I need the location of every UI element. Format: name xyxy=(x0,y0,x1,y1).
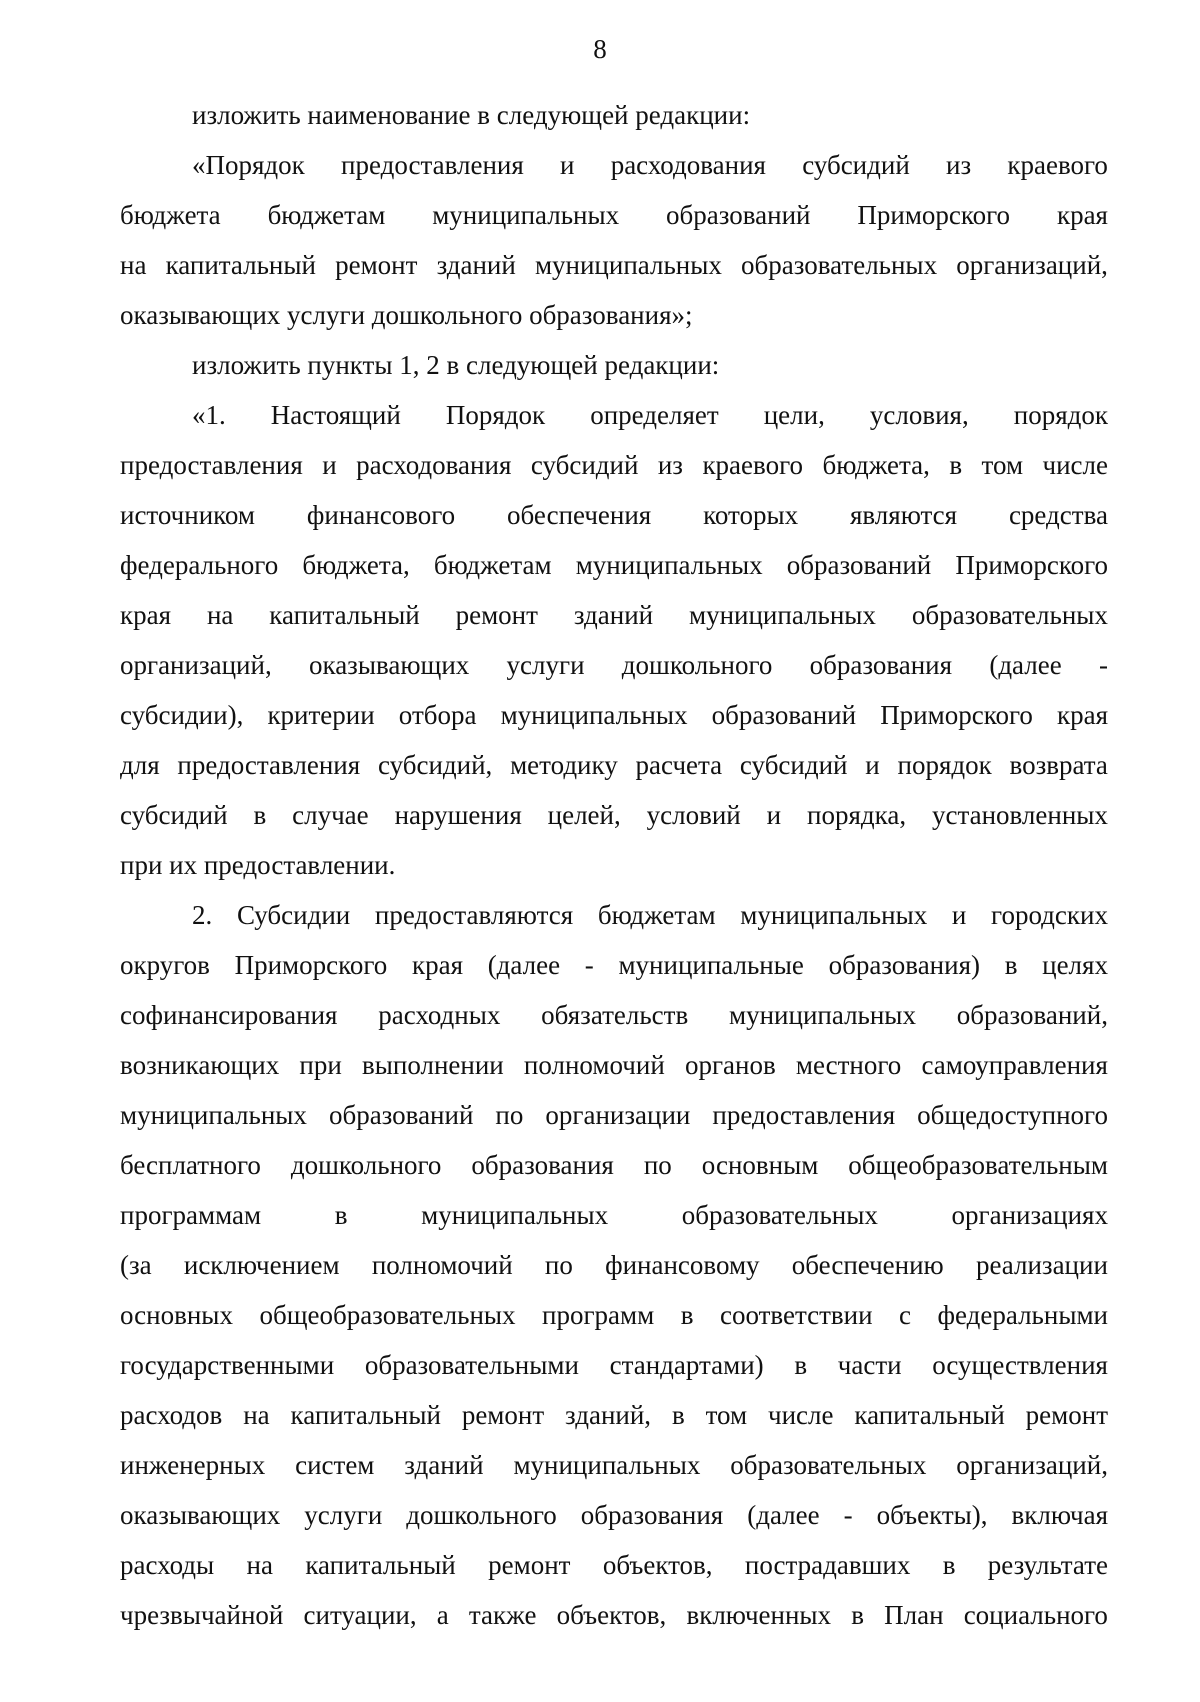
word: - xyxy=(584,950,594,980)
word: капитальный xyxy=(165,250,316,280)
word: края xyxy=(1056,200,1108,230)
word: а xyxy=(436,1600,449,1630)
text-line xyxy=(120,990,1108,1040)
word: государственными xyxy=(120,1350,335,1380)
text-line xyxy=(120,940,1108,990)
word: в xyxy=(851,1600,864,1630)
word: образований xyxy=(786,550,932,580)
word: с xyxy=(899,1300,912,1330)
word: условий xyxy=(646,800,741,830)
word: самоуправления xyxy=(921,1050,1108,1080)
word: бюджета, xyxy=(302,550,410,580)
text-line xyxy=(120,1490,1108,1540)
word: оказывающих xyxy=(120,1500,281,1530)
word: зданий, xyxy=(565,1400,652,1430)
word: общеобразовательным xyxy=(848,1150,1108,1180)
word: полномочий xyxy=(523,1050,665,1080)
word: и xyxy=(951,900,967,930)
text-line xyxy=(120,440,1108,490)
word: возникающих xyxy=(120,1050,280,1080)
text-line xyxy=(120,390,1108,440)
word: субсидий xyxy=(530,450,639,480)
word: расходования xyxy=(356,450,512,480)
word: капитальный xyxy=(269,600,420,630)
word: обеспечения xyxy=(507,500,652,530)
word: муниципальных xyxy=(689,600,876,630)
text-line xyxy=(120,590,1108,640)
word: и xyxy=(560,150,575,180)
word: общеобразовательных xyxy=(259,1300,516,1330)
text-line xyxy=(120,190,1108,240)
word: на xyxy=(206,600,234,630)
word: бесплатного xyxy=(120,1150,261,1180)
word: зданий xyxy=(404,1450,484,1480)
word: образовательных xyxy=(681,1200,878,1230)
word: полномочий xyxy=(371,1250,513,1280)
text-line xyxy=(120,540,1108,590)
word: образовательных xyxy=(741,250,938,280)
word: местного xyxy=(795,1050,902,1080)
word: Приморского xyxy=(857,200,1011,230)
word: расходования xyxy=(610,150,766,180)
word: в xyxy=(680,1300,694,1330)
word: бюджетам xyxy=(267,200,386,230)
text-line xyxy=(120,1190,1108,1240)
word: основных xyxy=(120,1300,233,1330)
word: ремонт xyxy=(488,1550,571,1580)
word: установленных xyxy=(931,800,1108,830)
word: финансовому xyxy=(605,1250,760,1280)
word: отбора xyxy=(398,700,477,730)
word: образования xyxy=(471,1150,614,1180)
word: критерии xyxy=(267,700,375,730)
word: образовательных xyxy=(730,1450,927,1480)
word: организаций, xyxy=(956,250,1108,280)
word: порядок xyxy=(897,750,992,780)
word: субсидий xyxy=(739,750,848,780)
word: муниципальных xyxy=(740,900,928,930)
word: Настоящий xyxy=(270,400,401,430)
text-line xyxy=(120,1440,1108,1490)
word: Порядок xyxy=(445,400,546,430)
text-line xyxy=(120,1040,1108,1090)
word: соответствии xyxy=(719,1300,873,1330)
word: зданий xyxy=(573,600,654,630)
text-line xyxy=(120,1590,1108,1640)
word: ремонт xyxy=(461,1400,545,1430)
word: муниципальных xyxy=(729,1000,916,1030)
word: реализации xyxy=(975,1250,1108,1280)
word: округов xyxy=(120,950,210,980)
word: предоставления xyxy=(712,1100,896,1130)
word: цели, xyxy=(763,400,825,430)
word: целей, xyxy=(547,800,621,830)
word: федерального xyxy=(120,550,279,580)
word: План xyxy=(884,1600,944,1630)
word: которых xyxy=(703,500,799,530)
word: образовательных xyxy=(911,600,1108,630)
text-line xyxy=(120,490,1108,540)
word: организаций, xyxy=(956,1450,1108,1480)
word: в xyxy=(794,1350,808,1380)
word: муниципальных xyxy=(120,1100,307,1130)
word: стандартами) xyxy=(609,1350,764,1380)
word: - xyxy=(843,1500,853,1530)
word: являются xyxy=(849,500,958,530)
word: (далее xyxy=(989,650,1062,680)
word: расходы xyxy=(120,1550,215,1580)
word: муниципальные xyxy=(618,950,804,980)
word: нарушения xyxy=(394,800,522,830)
word: муниципальных xyxy=(534,250,722,280)
word: муниципальных xyxy=(575,550,763,580)
word: основным xyxy=(701,1150,819,1180)
word: капитальный xyxy=(305,1550,456,1580)
word: образования) xyxy=(828,950,980,980)
word: образований xyxy=(666,200,811,230)
word: софинансирования xyxy=(120,1000,338,1030)
word: финансового xyxy=(306,500,456,530)
word: и xyxy=(322,450,337,480)
word: объекты), xyxy=(876,1500,988,1530)
word: ремонт xyxy=(1025,1400,1108,1430)
text-line xyxy=(120,1540,1108,1590)
word: (за xyxy=(120,1250,152,1280)
word: систем xyxy=(295,1450,375,1480)
text-line xyxy=(120,140,1108,190)
word: образования xyxy=(809,650,953,680)
word: части xyxy=(837,1350,902,1380)
word: источником xyxy=(120,500,255,530)
word: органов xyxy=(684,1050,776,1080)
word: по xyxy=(495,1100,524,1130)
word: федеральными xyxy=(937,1300,1108,1330)
word: муниципальных xyxy=(500,700,688,730)
text-line xyxy=(120,690,1108,740)
word: том xyxy=(981,450,1024,480)
text-line xyxy=(120,890,1108,940)
word: ремонт xyxy=(455,600,538,630)
word: бюджета, xyxy=(822,450,930,480)
word: края xyxy=(120,600,172,630)
text-line xyxy=(120,1240,1108,1290)
word: и xyxy=(865,750,880,780)
word: капитальный xyxy=(854,1400,1005,1430)
word: краевого xyxy=(1007,150,1108,180)
word: из xyxy=(657,450,683,480)
word: субсидий, xyxy=(377,750,493,780)
word: условия, xyxy=(869,400,969,430)
word: случае xyxy=(292,800,369,830)
word: услуги xyxy=(506,650,585,680)
word: расчета xyxy=(635,750,723,780)
word: образований xyxy=(328,1100,474,1130)
word: организациях xyxy=(951,1200,1108,1230)
word: и xyxy=(766,800,782,830)
word: пострадавших xyxy=(744,1550,911,1580)
word: субсидии), xyxy=(120,700,244,730)
word: из xyxy=(946,150,972,180)
word: муниципальных xyxy=(513,1450,701,1480)
word: предоставления xyxy=(120,450,303,480)
word: организации xyxy=(545,1100,691,1130)
word: обязательств xyxy=(541,1000,689,1030)
word: образования xyxy=(580,1500,724,1530)
word: образований xyxy=(711,700,857,730)
word: том xyxy=(705,1400,748,1430)
word: инженерных xyxy=(120,1450,266,1480)
word: включая xyxy=(1011,1500,1108,1530)
word: бюджетам xyxy=(597,900,716,930)
word: предоставляются xyxy=(374,900,574,930)
word: определяет xyxy=(590,400,719,430)
word: в xyxy=(334,1200,348,1230)
word: - xyxy=(1099,650,1108,680)
word: также xyxy=(468,1600,537,1630)
word: расходов xyxy=(120,1400,223,1430)
word: расходных xyxy=(378,1000,501,1030)
word: на xyxy=(120,250,147,280)
word: объектов, xyxy=(602,1550,713,1580)
word: зданий xyxy=(436,250,516,280)
word: края xyxy=(411,950,463,980)
text-line xyxy=(120,740,1108,790)
word: в xyxy=(949,450,963,480)
word: чрезвычайной xyxy=(120,1600,284,1630)
text-line xyxy=(120,1290,1108,1340)
word: края xyxy=(1056,700,1108,730)
word: по xyxy=(643,1150,672,1180)
word: предоставления xyxy=(177,750,361,780)
word: муниципальных xyxy=(432,200,620,230)
word: организаций, xyxy=(120,650,272,680)
word: ремонт xyxy=(335,250,418,280)
word: возврата xyxy=(1009,750,1108,780)
word: в xyxy=(671,1400,685,1430)
word: на xyxy=(246,1550,273,1580)
text-line xyxy=(120,1140,1108,1190)
text-line xyxy=(120,1390,1108,1440)
word: программ xyxy=(542,1300,655,1330)
text-line: изложить наименование в следующей редакции: xyxy=(192,100,751,130)
page-number: 8 xyxy=(593,34,607,64)
word: «Порядок xyxy=(192,150,305,180)
word: образовательными xyxy=(364,1350,579,1380)
word: дошкольного xyxy=(290,1150,442,1180)
text-line: изложить пункты 1, 2 в следующей редакции: xyxy=(192,350,720,380)
word: дошкольного xyxy=(621,650,773,680)
word: осуществления xyxy=(932,1350,1108,1380)
word: образований, xyxy=(956,1000,1108,1030)
word: в xyxy=(942,1550,956,1580)
word: целях xyxy=(1042,950,1108,980)
word: при xyxy=(299,1050,342,1080)
word: числе xyxy=(767,1400,834,1430)
word: методику xyxy=(510,750,618,780)
text-line: оказывающих услуги дошкольного образования»; xyxy=(120,300,693,330)
word: средства xyxy=(1008,500,1108,530)
word: для xyxy=(120,750,160,780)
word: услуги xyxy=(304,1500,383,1530)
word: городских xyxy=(991,900,1108,930)
word: (далее xyxy=(487,950,561,980)
word: краевого xyxy=(702,450,803,480)
word: порядок xyxy=(1013,400,1108,430)
word: порядка, xyxy=(807,800,907,830)
word: объектов, xyxy=(556,1600,667,1630)
word: результате xyxy=(987,1550,1108,1580)
text-line xyxy=(120,1340,1108,1390)
word: предоставления xyxy=(341,150,524,180)
word: в xyxy=(1004,950,1018,980)
text-line: при их предоставлении. xyxy=(120,850,396,880)
word: капитальный xyxy=(290,1400,441,1430)
word: исключением xyxy=(183,1250,340,1280)
word: программам xyxy=(120,1200,262,1230)
word: общедоступного xyxy=(917,1100,1108,1130)
word: по xyxy=(544,1250,573,1280)
word: Приморского xyxy=(234,950,388,980)
text-line xyxy=(120,240,1108,290)
word: (далее xyxy=(747,1500,820,1530)
text-line xyxy=(120,640,1108,690)
word: числе xyxy=(1042,450,1108,480)
word: выполнении xyxy=(361,1050,504,1080)
text-line xyxy=(120,1090,1108,1140)
word: «1. xyxy=(192,400,226,430)
word: 2. xyxy=(192,900,213,930)
word: включенных xyxy=(686,1600,832,1630)
word: Приморского xyxy=(955,550,1108,580)
text-line xyxy=(120,790,1108,840)
document-body xyxy=(120,90,1108,1640)
word: бюджета xyxy=(120,200,221,230)
word: на xyxy=(243,1400,270,1430)
word: бюджетам xyxy=(433,550,552,580)
word: муниципальных xyxy=(421,1200,609,1230)
word: ситуации, xyxy=(303,1600,417,1630)
word: Приморского xyxy=(880,700,1033,730)
word: Субсидии xyxy=(236,900,351,930)
word: в xyxy=(253,800,267,830)
word: дошкольного xyxy=(406,1500,557,1530)
word: оказывающих xyxy=(308,650,470,680)
word: субсидий xyxy=(120,800,228,830)
word: субсидий xyxy=(802,150,910,180)
word: социального xyxy=(963,1600,1108,1630)
word: обеспечению xyxy=(791,1250,944,1280)
